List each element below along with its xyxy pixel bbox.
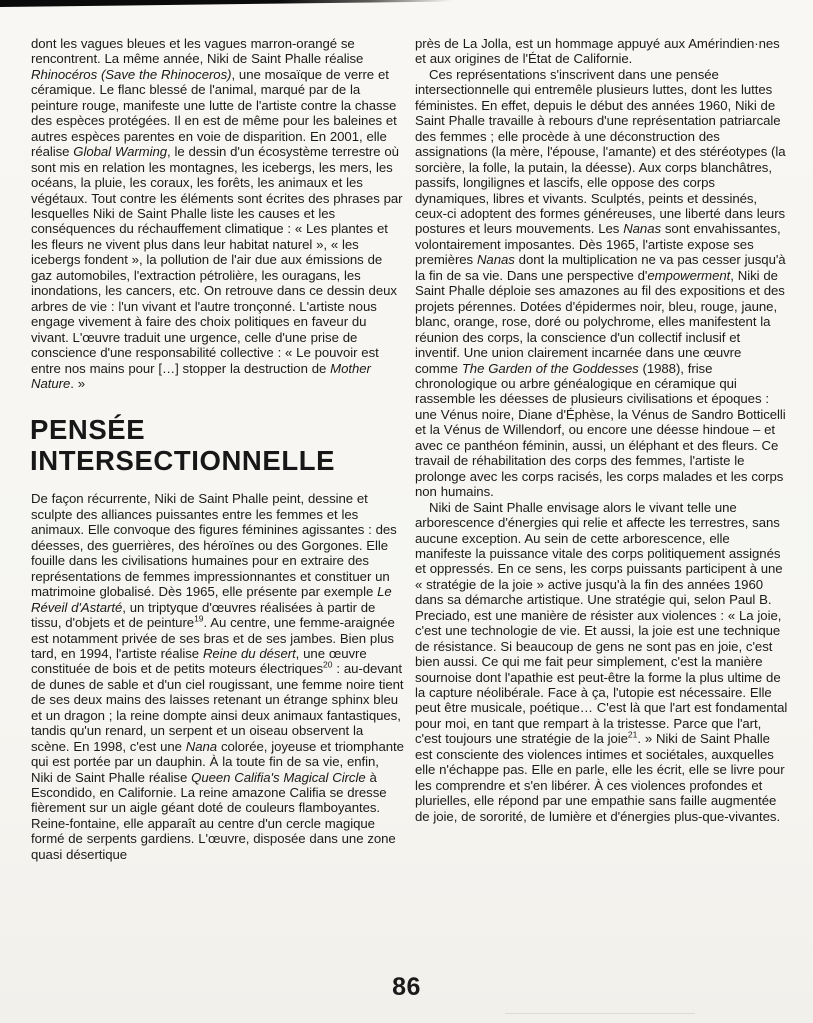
paragraph — [415, 67, 788, 500]
text-segment: près de La Jolla, est un hommage appuyé aux Amérindien·nes et aux origines de l'État de Californie. — [415, 36, 780, 67]
left-column-top-text — [31, 36, 404, 391]
text-segment: dont la multiplication ne va pas cesser jusqu'à la fin de sa vie. Dans une perspective d' — [415, 252, 786, 283]
text-segment: : au-devant de dunes de sable et d'un ciel rougissant, une femme noire tient de ses deux mains des laisses retenant un étrange sphinx bleu et un dragon ; la reine dompte ainsi deux animaux fantastiques, tandis qu'un renard, un serpent et un oiseau observent la scène. En 1998, c'est une — [31, 661, 404, 754]
text-segment: (1988), frise chronologique ou arbre généalogique en céramique qui rassemble les déesses de plusieurs civilisations et époques : une Vénus noire, Diane d'Éphèse, la Vénus de Sandro Botticelli et la Vénus de Willendorf, ou encore une déesse hindoue – et avec ce panthéon féminin, aussi, un éléphant et des fleurs. Ce travail de réhabilitation des corps des femmes, l'artiste le prolonge avec les corps racisés, les corps malades et les corps non humains. — [415, 360, 786, 500]
left-column-bottom-text — [31, 491, 404, 862]
artwork-title: Reine du désert — [202, 645, 296, 661]
text-segment: Niki de Saint Phalle envisage alors le vivant telle une arborescence d'énergies qui relie et affecte les terrestres, sans aucune exception. Au sein de cette arborescence, elle manifeste la puissance vitale des corps politiquement assignés et oppressés. En ce sens, les corps puissants participent à une « stratégie de la joie » active jusqu'à la fin des années 1960 dans sa démarche artistique. Une stratégie qui, selon Paul B. Preciado, est une manière de résister aux violences : « La joie, c'est une technologie de vie. Et aussi, la joie est une technique de résistance. Si beaucoup de gens ne sont pas en joie, c'est bien aussi. Ce qui me fait peur simplement, c'est la manière sournoise dont l'apathie est peut-être la forme la plus ultime de la capture néolibérale. Face à ça, l'utopie est nécessaire. Elle peut être musicale, poétique… C'est là que l'art est fondamental pour moi, en tant que rempart à la tristesse. Parce que l'art, c'est toujours une stratégie de la joie — [415, 499, 788, 747]
text-column-right — [415, 36, 788, 862]
scan-artifact-bottom-line — [505, 1013, 695, 1014]
text-column-left — [31, 36, 404, 862]
text-segment: , un triptyque d'œuvres réalisées à partir de tissu, d'objets et de peinture — [31, 599, 376, 631]
text-segment: . » Niki de Saint Phalle est consciente des violences intimes et sociétales, auxquelles elle n'échappe pas. Elle en parle, elle les écrit, elle se livre pour les comprendre et s'en libérer. À ces violences profondes et plurielles, elle répond par une empathie sans faille augmentée de joie, de sororité, de lumière et d'énergies plus-que-vivantes. — [415, 731, 785, 824]
paragraph — [31, 491, 404, 862]
text-segment: , une mosaïque de verre et céramique. Le flanc blessé de l'animal, marqué par de la peinture rouge, manifeste une lutte de l'artiste contre la chasse des espèces protégées. Il en est de même pour les baleines et autres espèces parentes en voie de disparition. En 2001, elle réalise — [31, 66, 397, 160]
artwork-title: Nana — [185, 738, 218, 754]
footnote-marker: 21 — [627, 730, 638, 740]
text-segment: colorée, joyeuse et triomphante qui est portée par un dauphin. À la toute fin de sa vie, enfin, Niki de Saint Phalle réalise — [31, 738, 404, 785]
artwork-title: Queen Califia's Magical Circle — [191, 769, 366, 785]
text-segment: , une œuvre constituée de bois et de petits moteurs électriques — [31, 645, 367, 677]
section-heading-line1: PENSÉE — [30, 414, 146, 446]
text-segment: à Escondido, en Californie. La reine amazone Califia se dresse fièrement sur un aigle géant doté de couleurs flamboyantes. Reine-fontaine, elle apparaît au centre d'un cercle magique formé de serpents gardiens. L'œuvre, disposée dans une zone quasi désertique — [31, 769, 396, 862]
paragraph — [31, 36, 404, 391]
section-heading — [30, 414, 404, 476]
text-segment: . » — [70, 375, 85, 391]
paragraph — [415, 500, 788, 825]
artwork-title: Le Réveil d'Astarté — [31, 584, 392, 615]
footnote-marker: 20 — [323, 660, 333, 671]
artwork-title: The Garden of the Goddesses — [461, 360, 639, 376]
text-segment: De façon récurrente, Niki de Saint Phalle peint, dessine et sculpte des alliances puissantes entre les femmes et les animaux. Elle convoque des figures féminines agissantes : des déesses, des guerrières, des héroïnes ou des Gorgones. Elle fouille dans les civilisations humaines pour en extraire des représentations de femmes impressionnantes et constituer un matrimoine globalisé. Dès 1965, elle présente par exemple — [31, 491, 397, 600]
artwork-title: Rhinocéros (Save the Rhinoceros) — [31, 66, 232, 82]
text-segment: Ces représentations s'inscrivent dans une pensée intersectionnelle qui entremêle plusieurs luttes, dont les luttes féministes. En effet, depuis le début des années 1960, Niki de Saint Phalle travaille à rebours d'une représentation patriarcale des femmes ; elle procède à une déconstruction des assignations (la mère, l'épouse, l'amante) et des stéréotypes (la sorcière, la folle, la putain, la déesse). Aux corps blanchâtres, passifs, longilignes et lascifs, elle oppose des corps dynamiques, libres et vivants. Sculptés, peints et dessinés, ceux-ci adoptent des formes généreuses, une liberté dans leurs postures et leurs mouvements. Les — [415, 66, 786, 237]
page-number: 86 — [392, 973, 421, 1001]
paragraph — [415, 36, 788, 67]
artwork-title: Global Warming — [73, 144, 168, 160]
section-heading-line2: INTERSECTIONNELLE — [30, 445, 336, 477]
artwork-title: empowerment — [647, 267, 731, 283]
text-segment: . Au centre, une femme-araignée est notamment privée de ses bras et de ses jambes. Bien plus tard, en 1994, l'artiste réalise — [31, 615, 395, 661]
text-segment: , Niki de Saint Phalle déploie ses amazones au fil des expositions et des projets pérennes. Dotées d'épidermes noir, bleu, rouge, jaune, blanc, orange, rose, doré ou polychrome, elles manifestent la réunion des corps, la conscience d'un collectif inclusif et inventif. Une union clairement incarnée dans une œuvre comme — [415, 267, 785, 376]
footnote-marker: 19 — [194, 613, 204, 624]
right-column-text — [415, 36, 788, 824]
artwork-title: Mother Nature — [31, 360, 371, 391]
text-segment: , le dessin d'un écosystème terrestre où sont mis en relation les montagnes, les icebergs, les mers, les océans, la pluie, les coraux, les forêts, les animaux et les végétaux. Tout contre les éléments sont écrites des phrases par lesquelles Niki de Saint Phalle liste les causes et les conséquences du réchauffement climatique : « Les plantes et les fleurs ne vivent plus dans leur habitat naturel », « les icebergs fondent », la pollution de l'air due aux émissions de gaz automobiles, l'extraction pétrolière, les ouragans, les inondations, les cancers, etc. On retrouve dans ce dessin deux arbres de vie : l'un vivant et l'autre tronçonné. L'artiste nous engage vivement à faire des choix politiques en faveur du vivant. L'œuvre traduit une urgence, celle d'une prise de conscience d'une responsabilité collective : « Le pouvoir est entre nos mains pour […] stopper la destruction de — [31, 144, 403, 376]
text-segment: sont envahissantes, volontairement imposantes. Dès 1965, l'artiste expose ses premières — [415, 221, 781, 268]
artwork-title: Nanas — [623, 221, 662, 237]
artwork-title: Nanas — [476, 252, 515, 268]
text-segment: dont les vagues bleues et les vagues marron-orangé se rencontrent. La même année, Niki de Saint Phalle réalise — [31, 36, 364, 67]
